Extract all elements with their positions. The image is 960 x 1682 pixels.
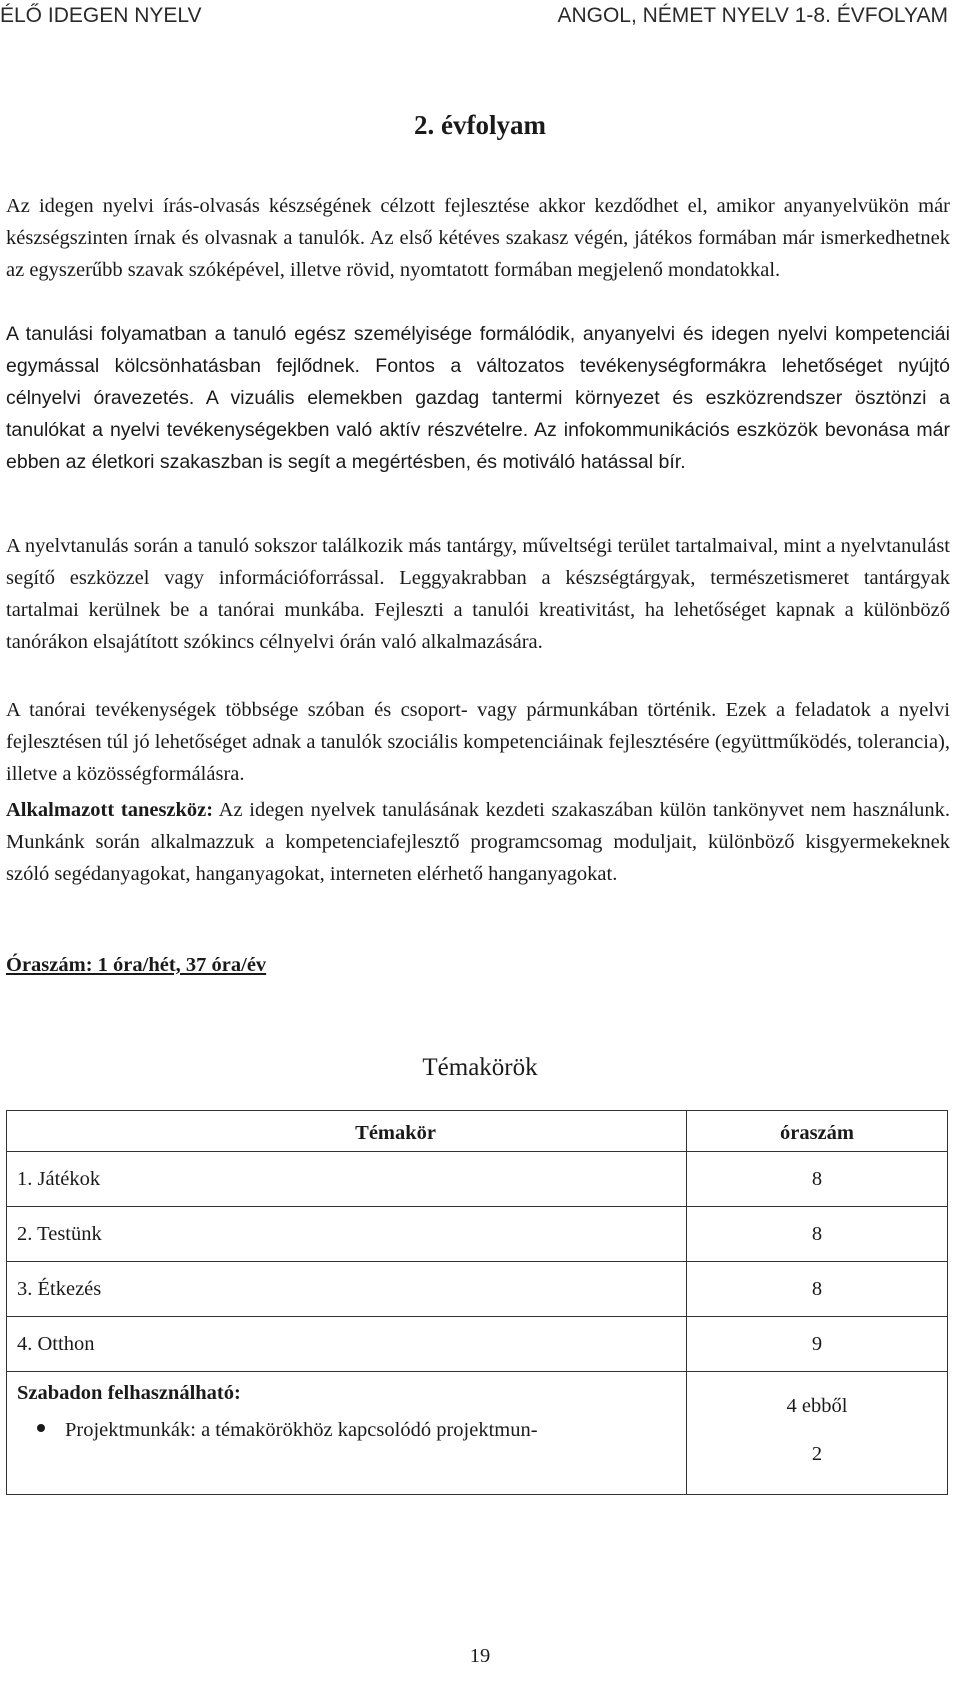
topics-table: [6, 1110, 948, 1495]
free-label: Szabadon felhasználható:: [17, 1382, 241, 1404]
paragraph-4: A tanórai tevékenységek többsége szóban és csoport- vagy pármunkában történik. Ezek a feladatok a nyelvi fejlesztésen túl jó lehetőséget adnak a tanulók szociális kompetenciáinak fejlesztésére (együttműködés, tolerancia), illetve a közösségformálásra.: [6, 699, 950, 785]
hours-line: Óraszám: 1 óra/hét, 37 óra/év: [6, 954, 267, 976]
paragraph-1: Az idegen nyelvi írás-olvasás készségének célzott fejlesztése akkor kezdődhet el, amikor anyanyelvükön már készségszinten írnak és olvasnak a tanulók. Az első kétéves szakasz végén, játékos formában már ismerkedhetnek az egyszerűbb szavak szóképével, illetve rövid, nyomtatott formában megjelenő mondatokkal.: [6, 195, 950, 281]
table-row: [7, 1152, 948, 1207]
table-row: [7, 1207, 948, 1262]
page-number: 19: [469, 1645, 491, 1667]
page-title: 2. évfolyam: [414, 110, 546, 140]
col-topic-header: Témakör: [7, 1111, 687, 1152]
paragraph-3: A nyelvtanulás során a tanuló sokszor találkozik más tantárgy, műveltségi terület tartalmaival, mint a nyelvtanulást segítő eszközzel vagy információforrással. Leggyakrabban a készségtárgyak, természetismeret tantárgyak tartalmai kerülnek be a tanórai munkába. Fejleszti a tanulói kreativitást, ha lehetőséget kapnak a különböző tanórákon elsajátított szókincs célnyelvi órán való alkalmazására.: [6, 535, 950, 653]
tool-text: Az idegen nyelvek tanulásának kezdeti szakaszában külön tankönyvet nem használunk. Munkánk során alkalmazzuk a kompetenciafejlesztő programcsomag moduljait, különböző kisgyermekeknek szóló segédanyagokat, hanganyagokat, interneten elérhető hanganyagokat.: [6, 799, 951, 885]
topic-cell: 1. Játékok: [7, 1152, 687, 1207]
bullet-item: Projektmunkák: a témakörökhöz kapcsolódó projektmun-: [65, 1419, 538, 1441]
hours-cell: 8: [687, 1152, 948, 1207]
bullet-icon: [37, 1424, 45, 1432]
paragraph-2: A tanulási folyamatban a tanuló egész személyisége formálódik, anyanyelvi és idegen nyelvi kompetenciái egymással kölcsönhatásban fejlődnek. Fontos a változatos tevékenységformákra lehetőséget nyújtó célnyelvi óravezetés. A vizuális elemekben gazdag tantermi környezet és eszközrendszer ösztönzi a tanulókat a nyelvi tevékenységekben való aktív részvételre. Az infokommunikációs eszközök bevonása már ebben az életkori szakaszban is segít a megértésben, és motiváló hatással bír.: [6, 323, 950, 473]
free-hours: 4 ebből: [786, 1395, 848, 1417]
topic-cell: 4. Otthon: [7, 1317, 687, 1372]
topic-cell: 3. Étkezés: [7, 1262, 687, 1317]
hours-cell: 9: [687, 1317, 948, 1372]
tool-label: Alkalmazott taneszköz:: [6, 799, 214, 821]
header-grades: ANGOL, NÉMET NYELV 1-8. ÉVFOLYAM: [557, 4, 948, 27]
topic-cell: 2. Testünk: [7, 1207, 687, 1262]
header-subject: ÉLŐ IDEGEN NYELV: [0, 4, 202, 27]
free-cell: [7, 1372, 687, 1495]
col-hours-header: óraszám: [687, 1111, 948, 1152]
free-hours-cell: [687, 1372, 948, 1495]
table-row: [7, 1262, 948, 1317]
paragraph-5: [6, 794, 950, 890]
hours-cell: 8: [687, 1262, 948, 1317]
table-row: [7, 1317, 948, 1372]
free-row: [7, 1372, 948, 1495]
table-header-row: [7, 1111, 948, 1152]
bullet-hours: 2: [811, 1443, 823, 1465]
section-title: Témakörök: [422, 1054, 538, 1081]
hours-cell: 8: [687, 1207, 948, 1262]
